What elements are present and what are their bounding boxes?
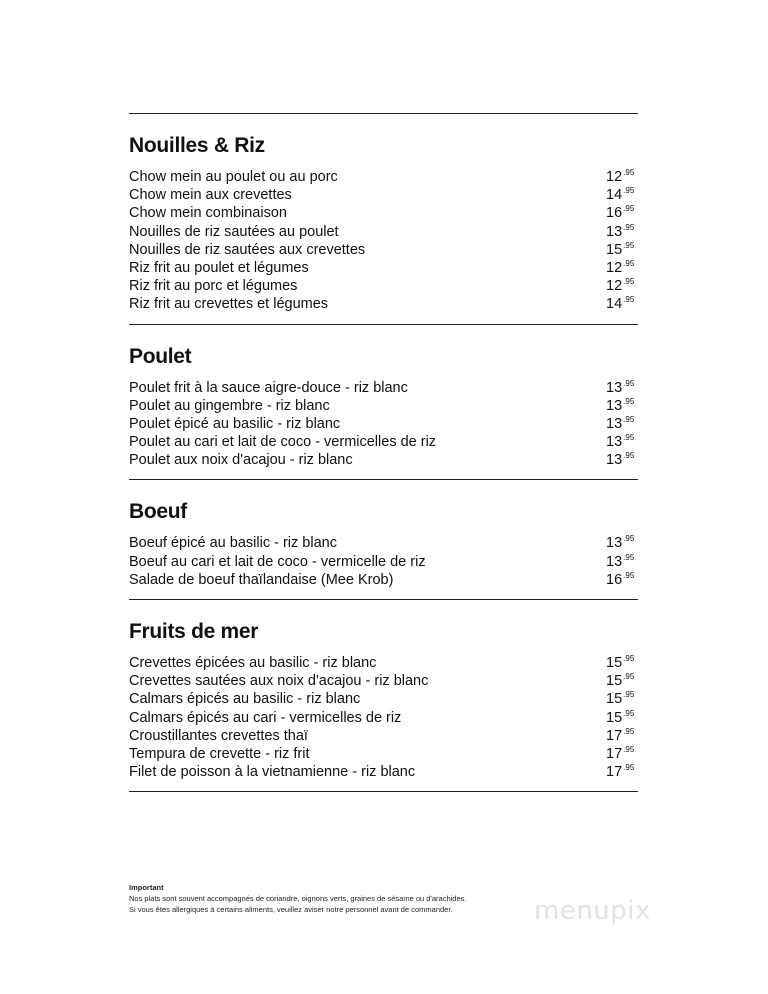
menu-item <box>129 375 638 396</box>
watermark: menupix <box>534 896 651 926</box>
item-price: $15^{.95}$ <box>606 240 635 258</box>
item-name: Chow mein combinaison <box>129 205 287 222</box>
item-price: $13^{.95}$ <box>606 396 635 414</box>
menu-item <box>129 650 638 671</box>
section-nouilles-riz <box>129 114 638 324</box>
section-title: Boeuf <box>129 500 187 524</box>
item-name: Riz frit au poulet et légumes <box>129 259 309 276</box>
item-name: Riz frit au crevettes et légumes <box>129 296 329 313</box>
item-name: Filet de poisson à la vietnamienne - riz blanc <box>129 764 416 781</box>
menu <box>129 113 638 792</box>
section-title: Fruits de mer <box>129 620 259 643</box>
item-price: $15^{.95}$ <box>606 690 635 708</box>
item-price: $16^{.95}$ <box>606 570 635 588</box>
footnote-title: Important <box>129 883 164 892</box>
item-name: Croustillantes crevettes thaï <box>129 727 308 744</box>
item-price: $14^{.95}$ <box>606 295 635 313</box>
item-name: Calmars épicés au basilic - riz blanc <box>129 691 361 708</box>
item-price: $15^{.95}$ <box>606 708 635 726</box>
item-name: Boeuf au cari et lait de coco - vermicelle de riz <box>129 553 426 570</box>
item-price: $13^{.95}$ <box>606 433 635 451</box>
item-name: Chow mein aux crevettes <box>129 187 292 204</box>
allergy-footnote <box>129 882 466 915</box>
item-price: $13^{.95}$ <box>606 451 635 469</box>
item-price: $13^{.95}$ <box>606 222 635 240</box>
section-fruits-de-mer <box>129 600 638 791</box>
item-price: $14^{.95}$ <box>606 186 635 204</box>
item-name: Poulet aux noix d'acajou - riz blanc <box>129 452 353 469</box>
item-price: $15^{.95}$ <box>606 672 635 690</box>
item-name: Salade de boeuf thaïlandaise (Mee Krob) <box>129 571 394 588</box>
item-price: $12^{.95}$ <box>606 277 635 295</box>
item-name: Nouilles de riz sautées au poulet <box>129 223 339 240</box>
item-price: $17^{.95}$ <box>606 744 635 762</box>
item-name: Poulet au cari et lait de coco - vermicelles de riz <box>129 434 437 451</box>
footnote-line: Nos plats sont souvent accompagnés de coriandre, oignons verts, graines de sésame ou d'arachides. <box>129 894 467 903</box>
item-name: Crevettes sautées aux noix d'acajou - riz blanc <box>129 673 429 690</box>
menu-item <box>129 164 638 185</box>
item-price: $17^{.95}$ <box>606 763 635 781</box>
section-title: Nouilles & Riz <box>129 134 265 157</box>
item-price: $13^{.95}$ <box>606 552 635 570</box>
footnote-line: Si vous êtes allergiques à certains aliments, veuillez aviser notre personnel avant de commander. <box>129 905 453 914</box>
section-poulet <box>129 325 638 480</box>
section-boeuf <box>129 480 638 599</box>
item-name: Poulet au gingembre - riz blanc <box>129 397 330 414</box>
item-price: $17^{.95}$ <box>606 726 635 744</box>
menu-item <box>129 530 638 552</box>
item-name: Crevettes épicées au basilic - riz blanc <box>129 655 377 671</box>
section-title: Poulet <box>129 344 192 368</box>
item-price: $16^{.95}$ <box>606 204 635 222</box>
item-name: Boeuf épicé au basilic - riz blanc <box>129 535 337 552</box>
item-price: $12^{.95}$ <box>606 168 635 185</box>
item-name: Tempura de crevette - riz frit <box>129 745 310 762</box>
item-name: Chow mein au poulet ou au porc <box>129 169 338 185</box>
item-price: $13^{.95}$ <box>606 378 635 396</box>
item-name: Riz frit au porc et légumes <box>129 278 298 295</box>
item-price: $12^{.95}$ <box>606 258 635 276</box>
item-price: $15^{.95}$ <box>606 654 635 671</box>
item-price: $13^{.95}$ <box>606 414 635 432</box>
item-price: $13^{.95}$ <box>606 534 635 552</box>
item-name: Poulet épicé au basilic - riz blanc <box>129 415 341 432</box>
divider <box>129 791 638 792</box>
item-name: Calmars épicés au cari - vermicelles de riz <box>129 709 402 726</box>
item-name: Poulet frit à la sauce aigre-douce - riz blanc <box>129 379 408 396</box>
item-name: Nouilles de riz sautées aux crevettes <box>129 241 366 258</box>
